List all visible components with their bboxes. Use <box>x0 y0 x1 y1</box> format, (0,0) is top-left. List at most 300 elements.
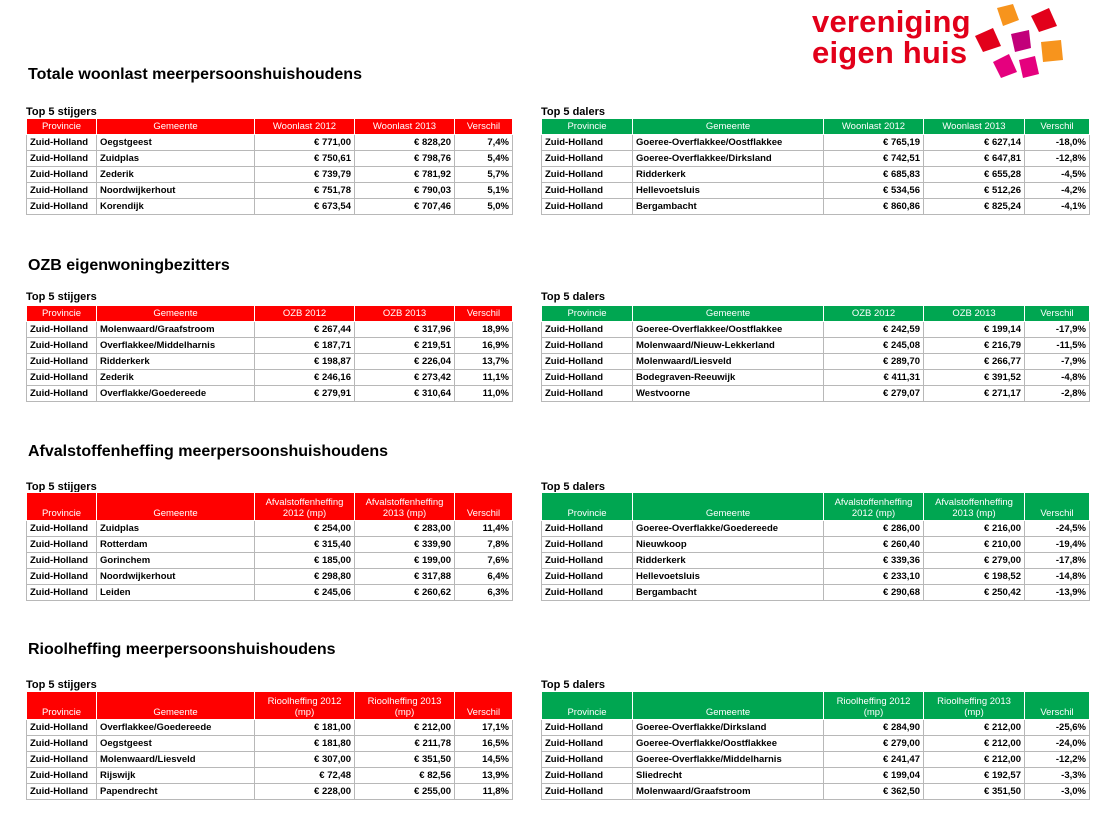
column-header: Provincie <box>27 692 97 720</box>
table-cell: € 260,62 <box>355 585 455 601</box>
table-cell: € 271,17 <box>924 386 1025 402</box>
table-cell: € 242,59 <box>824 322 924 338</box>
column-header: OZB 2013 <box>355 306 455 322</box>
table-header-row <box>27 119 513 135</box>
table-row <box>27 151 513 167</box>
table-row <box>27 537 513 553</box>
table-header-row <box>27 692 513 720</box>
table-cell: Goeree-Overflakkee/Dirksland <box>633 151 824 167</box>
table-row <box>542 338 1090 354</box>
table-cell: Overflakkee/Goedereede <box>97 720 255 736</box>
column-header: OZB 2013 <box>924 306 1025 322</box>
dalers-table <box>541 305 1090 402</box>
table-cell: Zuid-Holland <box>542 135 633 151</box>
table-cell: Nieuwkoop <box>633 537 824 553</box>
table-cell: -12,2% <box>1025 752 1090 768</box>
table-cell: 5,1% <box>455 183 513 199</box>
table-cell: -24,0% <box>1025 736 1090 752</box>
table-cell: Zuid-Holland <box>27 167 97 183</box>
column-header: Woonlast 2013 <box>924 119 1025 135</box>
column-header: Gemeente <box>633 692 824 720</box>
table-cell: € 771,00 <box>255 135 355 151</box>
table-cell: Zuid-Holland <box>27 354 97 370</box>
table-cell: € 246,16 <box>255 370 355 386</box>
table-cell: € 279,91 <box>255 386 355 402</box>
column-header: Rioolheffing 2012 (mp) <box>824 692 924 720</box>
table-cell: € 199,00 <box>355 553 455 569</box>
table-cell: € 260,40 <box>824 537 924 553</box>
logo-line-1: vereniging <box>812 4 971 39</box>
table-row <box>27 521 513 537</box>
table-cell: € 284,90 <box>824 720 924 736</box>
table-cell: € 739,79 <box>255 167 355 183</box>
table-cell: € 298,80 <box>255 569 355 585</box>
column-header: Woonlast 2012 <box>255 119 355 135</box>
table-cell: Ridderkerk <box>633 553 824 569</box>
column-header: Verschil <box>1025 493 1090 521</box>
column-header: Verschil <box>455 119 513 135</box>
table-cell: € 751,78 <box>255 183 355 199</box>
table-row <box>27 768 513 784</box>
dalers-table <box>541 118 1090 215</box>
table-cell: Zuid-Holland <box>542 784 633 800</box>
table-cell: Zuid-Holland <box>27 370 97 386</box>
table-cell: € 219,51 <box>355 338 455 354</box>
table-cell: € 707,46 <box>355 199 455 215</box>
table-cell: Oegstgeest <box>97 135 255 151</box>
table-cell: 11,1% <box>455 370 513 386</box>
table-row <box>27 370 513 386</box>
column-header: Provincie <box>542 493 633 521</box>
table-cell: € 72,48 <box>255 768 355 784</box>
table-cell: € 212,00 <box>355 720 455 736</box>
table-cell: Zuid-Holland <box>542 537 633 553</box>
table-cell: € 781,92 <box>355 167 455 183</box>
table-row <box>542 370 1090 386</box>
table-cell: € 283,00 <box>355 521 455 537</box>
table-cell: € 233,10 <box>824 569 924 585</box>
table-cell: Zuid-Holland <box>27 736 97 752</box>
section-title: OZB eigenwoningbezitters <box>28 257 230 274</box>
column-header: Verschil <box>455 692 513 720</box>
table-cell: Hellevoetsluis <box>633 569 824 585</box>
table-cell: € 825,24 <box>924 199 1025 215</box>
table-cell: € 647,81 <box>924 151 1025 167</box>
table-row <box>27 752 513 768</box>
table-cell: € 798,76 <box>355 151 455 167</box>
table-cell: Zuidplas <box>97 521 255 537</box>
table-cell: Zuid-Holland <box>542 183 633 199</box>
table-cell: Westvoorne <box>633 386 824 402</box>
table-cell: € 250,42 <box>924 585 1025 601</box>
column-header: Verschil <box>455 493 513 521</box>
table-cell: € 307,00 <box>255 752 355 768</box>
table-cell: 5,4% <box>455 151 513 167</box>
table-cell: Zuid-Holland <box>542 752 633 768</box>
table-cell: Zuid-Holland <box>27 151 97 167</box>
table-row <box>542 167 1090 183</box>
table-cell: € 266,77 <box>924 354 1025 370</box>
table-cell: -4,1% <box>1025 199 1090 215</box>
table-cell: -3,3% <box>1025 768 1090 784</box>
table-cell: € 362,50 <box>824 784 924 800</box>
table-cell: Zuid-Holland <box>27 537 97 553</box>
table-cell: Overflakke/Goedereede <box>97 386 255 402</box>
column-header: Verschil <box>455 306 513 322</box>
table-cell: € 245,06 <box>255 585 355 601</box>
logo-mark-icon <box>975 4 1075 80</box>
table-cell: 5,0% <box>455 199 513 215</box>
table-row <box>542 736 1090 752</box>
stijgers-table <box>26 305 513 402</box>
table-cell: € 198,52 <box>924 569 1025 585</box>
stijgers-table <box>26 691 513 800</box>
table-cell: -4,8% <box>1025 370 1090 386</box>
column-header: Gemeente <box>97 692 255 720</box>
table-row <box>27 354 513 370</box>
table-cell: € 199,14 <box>924 322 1025 338</box>
table-cell: Zuid-Holland <box>542 768 633 784</box>
stijgers-label: Top 5 stijgers <box>26 481 97 493</box>
table-cell: Zuid-Holland <box>542 569 633 585</box>
table-cell: Goeree-Overflakke/Goedereede <box>633 521 824 537</box>
column-header: OZB 2012 <box>255 306 355 322</box>
column-header: OZB 2012 <box>824 306 924 322</box>
table-cell: Molenwaard/Graafstroom <box>97 322 255 338</box>
table-cell: Molenwaard/Graafstroom <box>633 784 824 800</box>
section-title: Rioolheffing meerpersoonshuishoudens <box>28 641 336 658</box>
table-cell: Zuidplas <box>97 151 255 167</box>
column-header: Woonlast 2012 <box>824 119 924 135</box>
table-cell: € 279,00 <box>924 553 1025 569</box>
table-cell: € 673,54 <box>255 199 355 215</box>
table-cell: Noordwijkerhout <box>97 183 255 199</box>
table-cell: € 212,00 <box>924 736 1025 752</box>
table-cell: 11,8% <box>455 784 513 800</box>
table-cell: 16,5% <box>455 736 513 752</box>
table-cell: Ridderkerk <box>97 354 255 370</box>
table-cell: -3,0% <box>1025 784 1090 800</box>
table-cell: Gorinchem <box>97 553 255 569</box>
table-cell: € 627,14 <box>924 135 1025 151</box>
table-row <box>542 784 1090 800</box>
table-cell: 7,8% <box>455 537 513 553</box>
table-cell: Zuid-Holland <box>27 183 97 199</box>
table-row <box>27 585 513 601</box>
stijgers-table <box>26 118 513 215</box>
table-cell: € 255,00 <box>355 784 455 800</box>
table-cell: 14,5% <box>455 752 513 768</box>
table-cell: € 211,78 <box>355 736 455 752</box>
column-header: Verschil <box>1025 119 1090 135</box>
table-cell: 17,1% <box>455 720 513 736</box>
table-cell: Zuid-Holland <box>542 386 633 402</box>
table-cell: € 82,56 <box>355 768 455 784</box>
stijgers-label: Top 5 stijgers <box>26 291 97 303</box>
table-cell: € 216,79 <box>924 338 1025 354</box>
table-cell: € 279,07 <box>824 386 924 402</box>
table-cell: Zuid-Holland <box>27 322 97 338</box>
column-header: Provincie <box>542 119 633 135</box>
column-header: Gemeente <box>97 493 255 521</box>
table-cell: € 226,04 <box>355 354 455 370</box>
dalers-label: Top 5 dalers <box>541 291 605 303</box>
table-cell: Rijswijk <box>97 768 255 784</box>
table-cell: Korendijk <box>97 199 255 215</box>
table-cell: Zuid-Holland <box>27 569 97 585</box>
table-cell: € 512,26 <box>924 183 1025 199</box>
table-cell: Zuid-Holland <box>27 386 97 402</box>
table-row <box>542 183 1090 199</box>
logo-wordmark <box>812 6 971 68</box>
table-cell: € 192,57 <box>924 768 1025 784</box>
table-cell: -13,9% <box>1025 585 1090 601</box>
table-cell: Zederik <box>97 370 255 386</box>
table-row <box>27 569 513 585</box>
table-cell: 13,7% <box>455 354 513 370</box>
column-header: Afvalstoffenheffing 2012 (mp) <box>824 493 924 521</box>
table-cell: Rotterdam <box>97 537 255 553</box>
column-header: Gemeente <box>97 119 255 135</box>
stijgers-label: Top 5 stijgers <box>26 679 97 691</box>
table-row <box>542 354 1090 370</box>
table-cell: € 210,00 <box>924 537 1025 553</box>
table-cell: € 339,36 <box>824 553 924 569</box>
table-cell: € 317,88 <box>355 569 455 585</box>
column-header: Verschil <box>1025 306 1090 322</box>
table-cell: 11,0% <box>455 386 513 402</box>
table-row <box>542 569 1090 585</box>
table-cell: Bergambacht <box>633 199 824 215</box>
table-cell: Goeree-Overflakke/Middelharnis <box>633 752 824 768</box>
table-header-row <box>27 493 513 521</box>
table-cell: € 655,28 <box>924 167 1025 183</box>
table-cell: € 310,64 <box>355 386 455 402</box>
table-cell: € 828,20 <box>355 135 455 151</box>
table-cell: Zuid-Holland <box>27 553 97 569</box>
table-cell: Zuid-Holland <box>27 720 97 736</box>
table-cell: Zuid-Holland <box>542 151 633 167</box>
column-header: Gemeente <box>633 493 824 521</box>
column-header: Provincie <box>27 493 97 521</box>
table-cell: € 273,42 <box>355 370 455 386</box>
table-row <box>542 322 1090 338</box>
table-cell: Zuid-Holland <box>542 199 633 215</box>
table-cell: € 765,19 <box>824 135 924 151</box>
table-cell: -19,4% <box>1025 537 1090 553</box>
column-header: Provincie <box>27 306 97 322</box>
table-cell: € 742,51 <box>824 151 924 167</box>
table-cell: € 860,86 <box>824 199 924 215</box>
column-header: Gemeente <box>97 306 255 322</box>
section-title: Totale woonlast meerpersoonshuishoudens <box>28 66 362 83</box>
table-cell: € 750,61 <box>255 151 355 167</box>
table-cell: Bodegraven-Reeuwijk <box>633 370 824 386</box>
dalers-table <box>541 492 1090 601</box>
table-cell: € 185,00 <box>255 553 355 569</box>
table-cell: 5,7% <box>455 167 513 183</box>
table-cell: Zuid-Holland <box>542 338 633 354</box>
table-cell: € 317,96 <box>355 322 455 338</box>
table-cell: -11,5% <box>1025 338 1090 354</box>
table-row <box>27 167 513 183</box>
table-row <box>27 720 513 736</box>
table-cell: 13,9% <box>455 768 513 784</box>
stijgers-label: Top 5 stijgers <box>26 106 97 118</box>
table-cell: Ridderkerk <box>633 167 824 183</box>
table-cell: € 228,00 <box>255 784 355 800</box>
table-cell: 7,6% <box>455 553 513 569</box>
table-cell: Goeree-Overflakkee/Oostflakkee <box>633 135 824 151</box>
table-cell: Zuid-Holland <box>542 354 633 370</box>
column-header: Provincie <box>542 692 633 720</box>
table-cell: Zuid-Holland <box>27 752 97 768</box>
column-header: Afvalstoffenheffing 2013 (mp) <box>355 493 455 521</box>
table-header-row <box>542 692 1090 720</box>
table-cell: € 267,44 <box>255 322 355 338</box>
table-row <box>542 199 1090 215</box>
table-cell: -25,6% <box>1025 720 1090 736</box>
column-header: Verschil <box>1025 692 1090 720</box>
table-cell: € 279,00 <box>824 736 924 752</box>
table-cell: € 315,40 <box>255 537 355 553</box>
table-cell: Overflakkee/Middelharnis <box>97 338 255 354</box>
vereniging-eigen-huis-logo <box>812 4 1102 82</box>
table-cell: Zuid-Holland <box>27 784 97 800</box>
table-cell: € 212,00 <box>924 752 1025 768</box>
table-cell: -7,9% <box>1025 354 1090 370</box>
table-cell: 11,4% <box>455 521 513 537</box>
table-cell: € 216,00 <box>924 521 1025 537</box>
table-cell: € 241,47 <box>824 752 924 768</box>
table-cell: € 411,31 <box>824 370 924 386</box>
logo-line-2: eigen huis <box>812 35 968 70</box>
table-cell: Zuid-Holland <box>542 370 633 386</box>
table-cell: Papendrecht <box>97 784 255 800</box>
table-cell: Oegstgeest <box>97 736 255 752</box>
stijgers-table <box>26 492 513 601</box>
table-cell: -4,5% <box>1025 167 1090 183</box>
table-cell: 16,9% <box>455 338 513 354</box>
table-cell: Zuid-Holland <box>542 736 633 752</box>
table-row <box>542 521 1090 537</box>
table-header-row <box>542 119 1090 135</box>
column-header: Gemeente <box>633 306 824 322</box>
table-cell: € 351,50 <box>924 784 1025 800</box>
table-cell: Molenwaard/Nieuw-Lekkerland <box>633 338 824 354</box>
table-cell: € 391,52 <box>924 370 1025 386</box>
column-header: Provincie <box>27 119 97 135</box>
table-cell: € 199,04 <box>824 768 924 784</box>
column-header: Afvalstoffenheffing 2012 (mp) <box>255 493 355 521</box>
table-cell: Zuid-Holland <box>27 338 97 354</box>
table-cell: € 187,71 <box>255 338 355 354</box>
table-row <box>542 768 1090 784</box>
table-row <box>542 720 1090 736</box>
table-cell: Zuid-Holland <box>27 768 97 784</box>
table-cell: € 286,00 <box>824 521 924 537</box>
table-cell: -14,8% <box>1025 569 1090 585</box>
table-cell: Bergambacht <box>633 585 824 601</box>
table-cell: Zuid-Holland <box>542 167 633 183</box>
table-cell: 6,4% <box>455 569 513 585</box>
table-row <box>542 386 1090 402</box>
table-cell: € 290,68 <box>824 585 924 601</box>
table-cell: -4,2% <box>1025 183 1090 199</box>
table-header-row <box>27 306 513 322</box>
table-cell: Hellevoetsluis <box>633 183 824 199</box>
section-title: Afvalstoffenheffing meerpersoonshuishoudens <box>28 443 389 460</box>
table-cell: Zuid-Holland <box>27 521 97 537</box>
table-row <box>27 199 513 215</box>
table-cell: -17,9% <box>1025 322 1090 338</box>
table-cell: -17,8% <box>1025 553 1090 569</box>
table-cell: € 790,03 <box>355 183 455 199</box>
table-cell: Molenwaard/Liesveld <box>97 752 255 768</box>
table-cell: € 351,50 <box>355 752 455 768</box>
table-cell: 7,4% <box>455 135 513 151</box>
table-row <box>27 784 513 800</box>
table-cell: Zuid-Holland <box>542 521 633 537</box>
table-row <box>542 151 1090 167</box>
table-row <box>542 752 1090 768</box>
table-cell: Zederik <box>97 167 255 183</box>
table-cell: € 245,08 <box>824 338 924 354</box>
table-cell: Zuid-Holland <box>27 199 97 215</box>
table-cell: Zuid-Holland <box>542 585 633 601</box>
table-row <box>27 386 513 402</box>
table-cell: -18,0% <box>1025 135 1090 151</box>
column-header: Provincie <box>542 306 633 322</box>
table-row <box>542 585 1090 601</box>
table-cell: Zuid-Holland <box>542 322 633 338</box>
table-cell: Zuid-Holland <box>27 585 97 601</box>
table-cell: -24,5% <box>1025 521 1090 537</box>
table-header-row <box>542 493 1090 521</box>
table-cell: € 181,00 <box>255 720 355 736</box>
table-row <box>27 736 513 752</box>
table-row <box>542 553 1090 569</box>
table-cell: -2,8% <box>1025 386 1090 402</box>
column-header: Afvalstoffenheffing 2013 (mp) <box>924 493 1025 521</box>
table-row <box>27 135 513 151</box>
column-header: Rioolheffing 2012 (mp) <box>255 692 355 720</box>
table-cell: Sliedrecht <box>633 768 824 784</box>
table-cell: € 212,00 <box>924 720 1025 736</box>
dalers-label: Top 5 dalers <box>541 481 605 493</box>
column-header: Rioolheffing 2013 (mp) <box>924 692 1025 720</box>
table-cell: Noordwijkerhout <box>97 569 255 585</box>
table-cell: € 254,00 <box>255 521 355 537</box>
table-row <box>27 338 513 354</box>
table-cell: Zuid-Holland <box>542 553 633 569</box>
table-header-row <box>542 306 1090 322</box>
dalers-label: Top 5 dalers <box>541 679 605 691</box>
table-cell: Leiden <box>97 585 255 601</box>
table-cell: Goeree-Overflakke/Dirksland <box>633 720 824 736</box>
dalers-table <box>541 691 1090 800</box>
table-cell: Goeree-Overflakke/Oostflakkee <box>633 736 824 752</box>
table-row <box>542 135 1090 151</box>
table-row <box>27 553 513 569</box>
column-header: Gemeente <box>633 119 824 135</box>
table-cell: Goeree-Overflakkee/Oostflakkee <box>633 322 824 338</box>
table-row <box>27 183 513 199</box>
dalers-label: Top 5 dalers <box>541 106 605 118</box>
table-cell: € 339,90 <box>355 537 455 553</box>
table-cell: € 289,70 <box>824 354 924 370</box>
table-row <box>27 322 513 338</box>
